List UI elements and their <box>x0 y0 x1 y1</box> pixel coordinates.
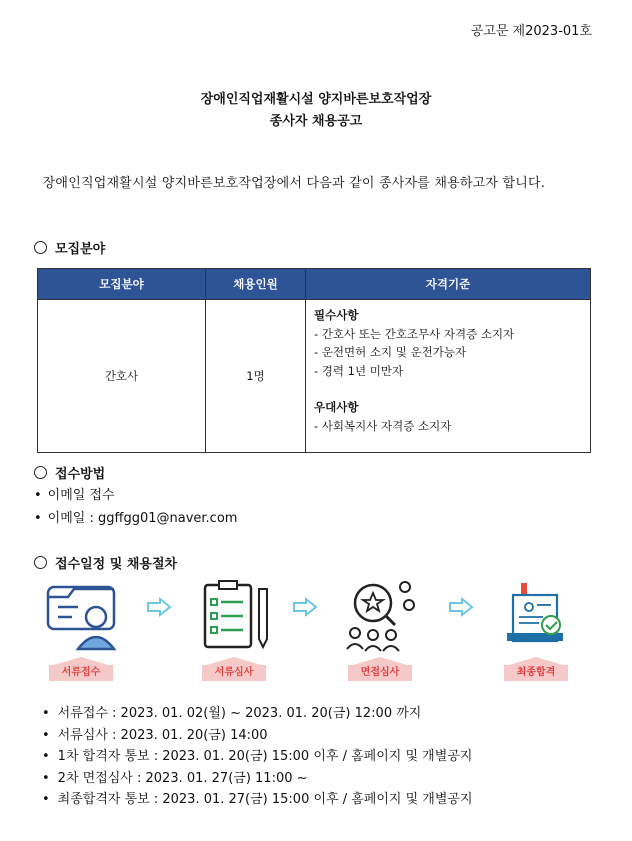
step-tag <box>340 657 420 679</box>
table-header-count: 채용인원 <box>206 269 306 300</box>
cell-count: 1명 <box>206 300 306 453</box>
schedule-item: • 최종합격자 통보 : 2023. 01. 27(금) 15:00 이후 / 홈페이지 및 개별공지 <box>42 789 473 811</box>
schedule-item: • 서류접수 : 2023. 01. 02(월) ~ 2023. 01. 20(금) 12:00 까지 <box>42 703 473 725</box>
process-step <box>491 575 581 685</box>
cell-field: 간호사 <box>38 300 206 453</box>
process-diagram <box>36 575 586 685</box>
process-step <box>189 575 279 685</box>
table-header-qualification: 자격기준 <box>306 269 591 300</box>
section-apply-heading <box>34 463 105 482</box>
title-line-1: 장애인직업재활시설 양지바른보호작업장 <box>200 92 432 107</box>
required-item: - 간호사 또는 간호조무사 자격증 소지자 <box>314 326 515 341</box>
step-label: 서류심사 <box>202 665 266 681</box>
step-tag <box>194 657 274 679</box>
circle-bullet-icon <box>34 241 47 254</box>
table-header-field: 모집분야 <box>38 269 206 300</box>
schedule-item: • 서류심사 : 2023. 01. 20(금) 14:00 <box>42 725 473 747</box>
step-tag <box>496 657 576 679</box>
document-number: 공고문 제2023-01호 <box>470 24 592 39</box>
section-recruit-heading <box>34 238 105 257</box>
circle-bullet-icon <box>34 556 47 569</box>
required-item: - 운전면허 소지 및 운전가능자 <box>314 345 467 359</box>
section-schedule-label: 접수일정 및 채용절차 <box>55 557 178 572</box>
intro-paragraph <box>34 173 594 195</box>
preferred-item: - 사회복지사 자격증 소지자 <box>314 418 452 433</box>
section-apply-label: 접수방법 <box>55 467 106 482</box>
document-folder-person-icon <box>38 575 124 655</box>
certificate-icon <box>493 575 579 655</box>
apply-list <box>34 484 237 530</box>
section-recruit-label: 모집분야 <box>55 242 106 257</box>
apply-item-email: • 이메일 : ggffgg01@naver.com <box>34 507 237 530</box>
interview-group-icon <box>337 575 423 655</box>
circle-bullet-icon <box>34 466 47 479</box>
step-label: 면접심사 <box>348 665 412 681</box>
arrow-right-icon <box>146 597 172 617</box>
preferred-heading: 우대사항 <box>314 400 359 414</box>
required-heading: 필수사항 <box>314 308 359 322</box>
process-step <box>36 575 126 685</box>
arrow-right-icon <box>292 597 318 617</box>
step-label: 서류접수 <box>49 665 113 681</box>
table-row <box>38 300 591 453</box>
apply-item: • 이메일 접수 <box>34 484 237 507</box>
process-step <box>335 575 425 685</box>
title-line-2: 종사자 채용공고 <box>269 114 363 129</box>
schedule-list <box>42 703 473 811</box>
arrow-right-icon <box>448 597 474 617</box>
schedule-item: • 2차 면접심사 : 2023. 01. 27(금) 11:00 ~ <box>42 768 473 790</box>
cell-qualification <box>306 300 591 453</box>
clipboard-checklist-icon <box>191 575 277 655</box>
intro-text: 장애인직업재활시설 양지바른보호작업장에서 다음과 같이 종사자를 채용하고자 합니다. <box>42 176 546 191</box>
step-tag <box>41 657 121 679</box>
step-label: 최종합격 <box>504 665 568 681</box>
section-schedule-heading <box>34 553 177 572</box>
recruit-table <box>37 268 591 453</box>
table-header-row <box>38 269 591 300</box>
required-item: - 경력 1년 미만자 <box>314 363 404 378</box>
schedule-item: • 1차 합격자 통보 : 2023. 01. 20(금) 15:00 이후 / 홈페이지 및 개별공지 <box>42 746 473 768</box>
